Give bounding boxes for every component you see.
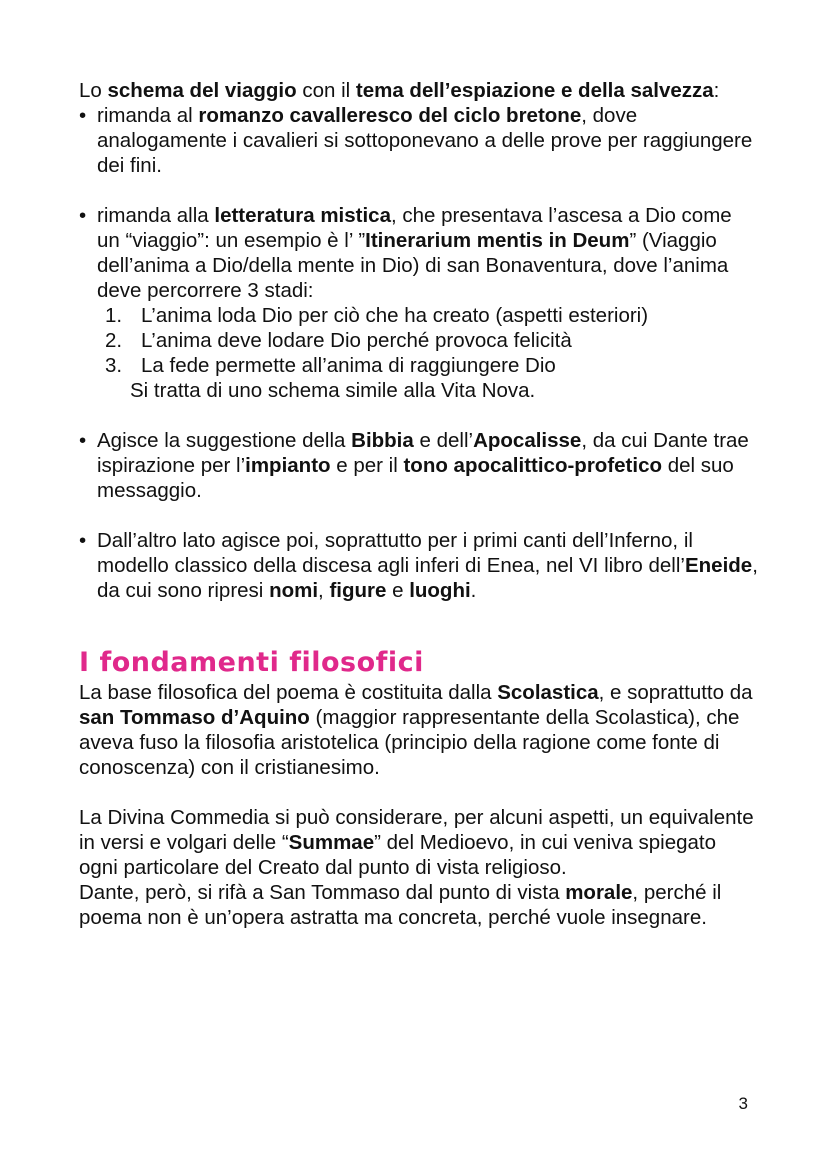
bullet-text: , da cui Dante trae ispirazione per l’	[97, 429, 749, 477]
bullet-bold: Eneide	[684, 554, 753, 577]
paragraph-text: La base filosofica del poema è costituita dalla	[79, 681, 498, 704]
stages-list	[97, 303, 759, 378]
bullet-text: e	[386, 579, 410, 602]
intro-text: :	[713, 79, 720, 102]
intro-bold: schema del viaggio	[107, 79, 297, 102]
bullet-bold: figure	[329, 579, 387, 602]
bullet-text: del suo messaggio.	[97, 454, 734, 502]
bullet-text: Agisce la suggestione della	[97, 429, 352, 452]
bullet-bold: romanzo cavalleresco del ciclo bretone	[198, 104, 582, 127]
paragraph-text: La Divina Commedia si può considerare, per alcuni aspetti, un equivalente in versi e volgari delle “	[79, 806, 754, 854]
bullet-text: , dove analogamente i cavalieri si sottoponevano a delle prove per raggiungere dei fini.	[97, 104, 753, 177]
bullet-text: rimanda alla	[97, 204, 215, 227]
bullet-text: , da cui sono ripresi	[97, 554, 758, 602]
list-text: L’anima loda Dio per ciò che ha creato (aspetti esteriori)	[141, 304, 649, 327]
section-heading: I fondamenti filosofici	[79, 647, 424, 678]
bullet-bold: Bibbia	[351, 429, 414, 452]
bullet-bold: nomi	[269, 579, 319, 602]
bullet-text: , che presentava l’ascesa a Dio come un “viaggio”: un esempio è l’ ”	[97, 204, 732, 252]
bullet-bold: luoghi	[409, 579, 471, 602]
list-text: L’anima deve lodare Dio perché provoca felicità	[141, 329, 572, 352]
bullet-bold: impianto	[245, 454, 331, 477]
section-paragraph-summae	[79, 805, 759, 930]
bullet-item-eneide	[79, 528, 759, 603]
bullet-text: e per il	[330, 454, 404, 477]
bullet-text: e dell’	[413, 429, 474, 452]
intro-bold: tema dell’espiazione e della salvezza	[355, 79, 714, 102]
list-item	[97, 353, 759, 378]
list-item	[97, 303, 759, 328]
paragraph-text: (maggior rappresentante della Scolastica), che aveva fuso la filosofia aristotelica (principio della ragione come fonte di conoscenza) con il cristianesimo.	[79, 706, 740, 779]
page-number: 3	[738, 1094, 748, 1113]
paragraph-bold: morale	[565, 881, 633, 904]
bullet-bold: tono apocalittico-profetico	[403, 454, 662, 477]
list-number: 3.	[105, 354, 123, 377]
paragraph-text: , e soprattutto da	[598, 681, 753, 704]
list-item	[97, 328, 759, 353]
bullet-text: .	[470, 579, 477, 602]
paragraph-text: , perché il poema non è un’opera astratta ma concreta, perché vuole insegnare.	[79, 881, 722, 929]
bullet-text: Dall’altro lato agisce poi, soprattutto per i primi canti dell’Inferno, il modello classico della discesa agli inferi di Enea, nel VI libro dell’	[97, 529, 693, 577]
paragraph-text: ” del Medioevo, in cui veniva spiegato ogni particolare del Creato dal punto di vista religioso.	[79, 831, 716, 879]
section-paragraph-scolastica	[79, 680, 759, 780]
intro-text: Lo	[79, 79, 108, 102]
bullet-list	[79, 103, 759, 603]
bullet-item-romanzo	[79, 103, 759, 178]
bullet-bold: letteratura mistica	[214, 204, 391, 227]
bullet-text: rimanda al	[97, 104, 199, 127]
list-text: La fede permette all’anima di raggiungere Dio	[141, 354, 556, 377]
paragraph-text: Dante, però, si rifà a San Tommaso dal punto di vista	[79, 881, 566, 904]
paragraph-bold: Scolastica	[497, 681, 599, 704]
intro-text: con il	[296, 79, 356, 102]
paragraph-bold: Summae	[288, 831, 375, 854]
bullet-text: ” (Viaggio dell’anima a Dio/della mente in Dio) di san Bonaventura, dove l’anima deve percorrere 3 stadi:	[97, 229, 729, 302]
list-number: 2.	[105, 329, 123, 352]
bullet-item-bibbia	[79, 428, 759, 503]
list-number: 1.	[105, 304, 123, 327]
paragraph-bold: san Tommaso d’Aquino	[79, 706, 310, 729]
bullet-text: ,	[318, 579, 330, 602]
stages-note: Si tratta di uno schema simile alla Vita Nova.	[130, 379, 536, 402]
bullet-bold: Itinerarium mentis in Deum	[365, 229, 630, 252]
intro-paragraph	[79, 78, 759, 103]
document-page	[79, 78, 759, 930]
bullet-bold: Apocalisse	[473, 429, 582, 452]
bullet-item-letteratura-mistica	[79, 203, 759, 403]
